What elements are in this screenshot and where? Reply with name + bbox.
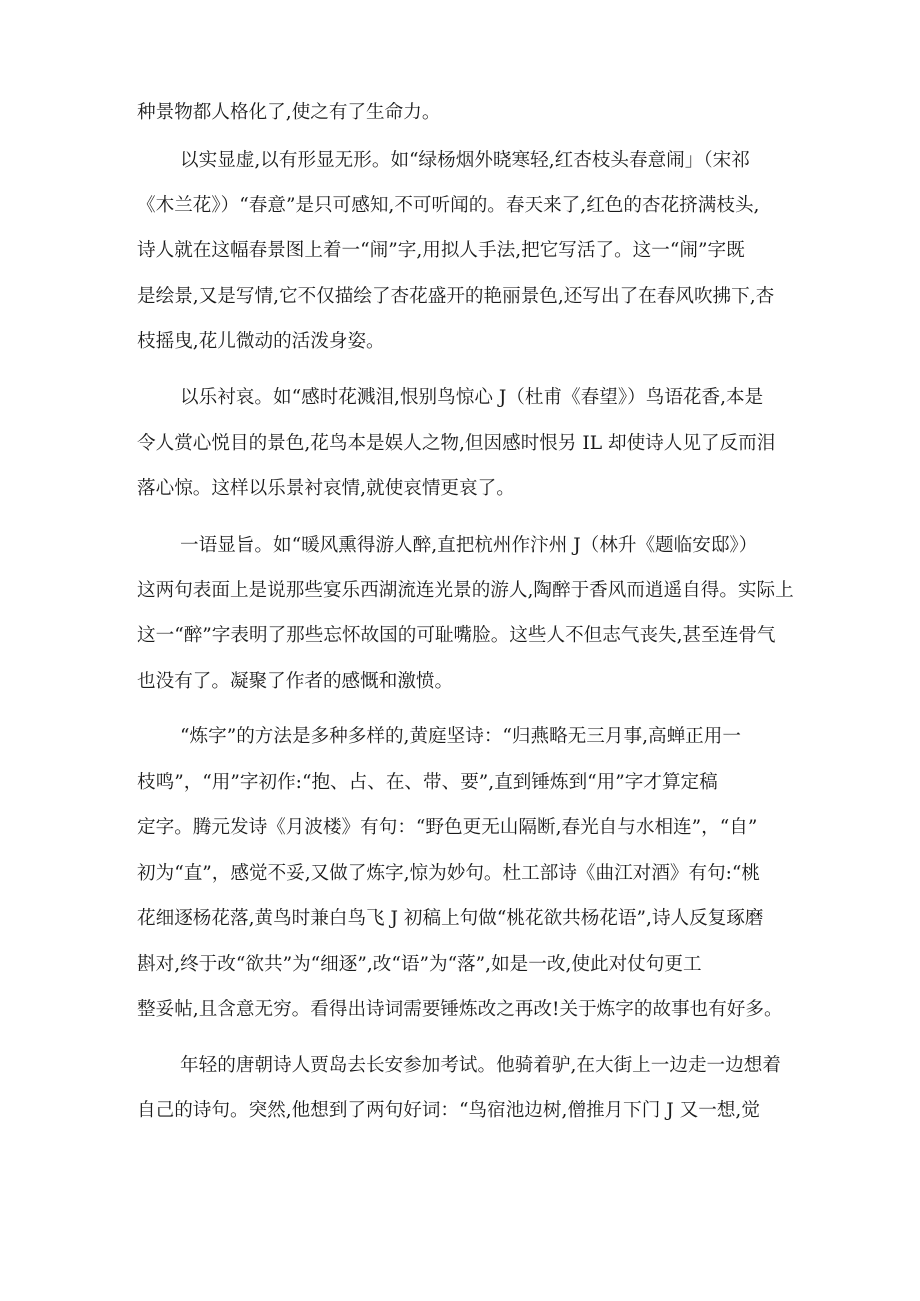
text-line: 整妥帖,且含意无穷。看得出诗词需要锤炼改之再改!关于炼字的故事也有好多。: [137, 999, 783, 1020]
text-line: 斟对,终于改“欲共”为“细逐”,改“语”为“落”,如是一改,使此对仗句更工: [137, 954, 702, 975]
text-line: 也没有了。凝聚了作者的感慨和激愤。: [137, 671, 454, 692]
text-line: 初为“直”，感觉不妥,又做了炼字,惊为妙句。杜工部诗《曲江对酒》有句:“桃: [137, 863, 761, 884]
text-line: 自己的诗句。突然,他想到了两句好词：“鸟宿池边树,僧推月下门 J 又一想,觉: [137, 1100, 760, 1121]
paragraph-first-line: “炼字”的方法是多种多样的,黄庭坚诗：“归燕略无三月事,高蝉正用一: [180, 726, 741, 747]
text-line: 枝摇曳,花儿微动的活泼身姿。: [137, 331, 385, 352]
text-line: 诗人就在这幅春景图上着一“闹”字,用拟人手法,把它写活了。这一“闹”字既: [137, 240, 745, 261]
text-line: 《木兰花》）“春意”是只可感知,不可听闻的。春天来了,红色的杏花挤满枝头,: [137, 195, 760, 216]
text-line: 种景物都人格化了,使之有了生命力。: [137, 102, 441, 123]
paragraph-first-line: 以实显虚,以有形显无形。如“绿杨烟外晓寒轻,红杏枝头春意闹」（宋祁: [180, 150, 750, 171]
text-line: 令人赏心悦目的景色,花鸟本是娱人之物,但因感时恨另 IL 却使诗人见了反而泪: [137, 433, 776, 454]
text-line: 花细逐杨花落,黄鸟时兼白鸟飞 J 初稿上句做“桃花欲共杨花语”,诗人反复琢磨: [137, 908, 764, 929]
text-line: 这一“醉”字表明了那些忘怀故国的可耻嘴脸。这些人不但志气丧失,甚至连骨气: [137, 625, 776, 646]
text-line: 定字。腾元发诗《月波楼》有句：“野色更无山隔断,春光自与水相连”，“自”: [137, 817, 758, 838]
paragraph-first-line: 年轻的唐朝诗人贾岛去长安参加考试。他骑着驴,在大街上一边走一边想着: [180, 1055, 781, 1076]
text-line: 是绘景,又是写情,它不仅描绘了杏花盛开的艳丽景色,还写出了在春风吹拂下,杏: [137, 286, 775, 307]
text-line: 落心惊。这样以乐景衬哀情,就使哀情更哀了。: [137, 478, 515, 499]
text-line: 枝鸣”，“用”字初作:“抱、占、在、带、要”,直到锤炼到“用”字才算定稿: [137, 772, 718, 793]
paragraph-first-line: 一语显旨。如“暖风熏得游人醉,直把杭州作汴州 J（林升《题临安邸》）: [180, 535, 758, 556]
text-line: 这两句表面上是说那些宴乐西湖流连光景的游人,陶醉于香风而逍遥自得。实际上: [137, 580, 794, 601]
paragraph-first-line: 以乐衬哀。如“感时花溅泪,恨别鸟惊心 J（杜甫《春望》）鸟语花香,本是: [180, 387, 764, 408]
